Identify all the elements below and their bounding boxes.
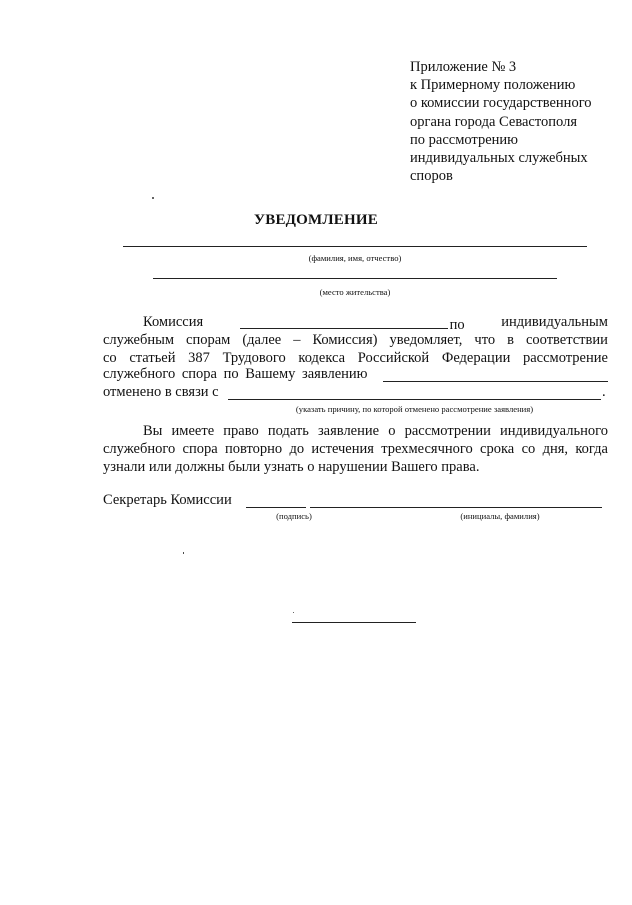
paragraph1-line2 — [103, 332, 608, 350]
paragraph2-line2 — [103, 441, 608, 459]
word: со — [103, 350, 117, 366]
word: статьей — [129, 350, 176, 366]
fio-field-line[interactable] — [123, 246, 587, 247]
word: рассмотрение — [523, 350, 608, 366]
annex-line: Приложение № 3 — [410, 59, 517, 75]
word: уведомляет, — [389, 332, 463, 348]
word: служебного — [103, 441, 176, 457]
signature-label: Секретарь Комиссии — [103, 492, 232, 508]
word: Комиссия — [143, 314, 204, 330]
word: право — [223, 423, 259, 439]
document-title: УВЕДОМЛЕНИЕ — [254, 212, 378, 228]
word: служебным — [103, 332, 175, 348]
word: (далее — [242, 332, 282, 348]
paragraph2-line3: узнали или должны были узнать о нарушении Вашего права. — [103, 459, 480, 475]
paragraph1-line1 — [103, 314, 608, 332]
word: Федерации — [441, 350, 511, 366]
word: со — [521, 441, 536, 457]
word: когда — [575, 441, 608, 457]
initials-field-line[interactable] — [310, 507, 602, 508]
word: Российской — [357, 350, 430, 366]
word: о — [388, 423, 396, 439]
paragraph1-line4: служебного спора по Вашему заявлению — [103, 366, 368, 382]
residence-caption: (место жительства) — [319, 287, 391, 297]
closing-rule — [292, 622, 416, 623]
word: спорам — [186, 332, 231, 348]
residence-field-line[interactable] — [153, 278, 557, 279]
reason-field-line[interactable] — [228, 399, 601, 400]
word: что — [474, 332, 496, 348]
annex-line: органа города Севастополя — [410, 113, 577, 130]
sentence-period: . — [602, 384, 606, 400]
word: кодекса — [298, 350, 346, 366]
word: срока — [480, 441, 515, 457]
word: истечения — [311, 441, 374, 457]
signature-caption: (подпись) — [276, 511, 312, 521]
word: подать — [267, 423, 309, 439]
initials-caption: (инициалы, фамилия) — [460, 511, 540, 521]
word: 387 — [188, 350, 210, 366]
word: повторно — [224, 441, 283, 457]
annex-line: к Примерному положению — [410, 77, 576, 94]
word: индивидуальным — [501, 314, 608, 330]
signature-field-line[interactable] — [246, 507, 306, 508]
reason-caption: (указать причину, по которой отменено рассмотрение заявления) — [295, 404, 534, 414]
word: рассмотрении — [404, 423, 491, 439]
word: индивидуального — [499, 423, 608, 439]
word: соответствии — [525, 332, 608, 348]
annex-line: о комиссии государственного — [410, 95, 592, 112]
annex-line: по рассмотрению — [410, 131, 518, 148]
word: в — [507, 332, 514, 348]
word: Комиссия) — [312, 332, 378, 348]
annex-line: споров — [410, 168, 453, 185]
word: – — [293, 332, 301, 348]
word: Трудового — [222, 350, 286, 366]
annex-line: индивидуальных служебных — [410, 150, 588, 167]
scan-speck — [152, 197, 154, 199]
fio-caption: (фамилия, имя, отчество) — [308, 253, 402, 263]
word: Вы — [143, 423, 163, 439]
word: дня, — [542, 441, 568, 457]
word: имеете — [171, 423, 215, 439]
word: до — [289, 441, 305, 457]
commission-name-field[interactable] — [240, 314, 448, 329]
word: заявление — [317, 423, 380, 439]
paragraph2-line1 — [103, 423, 608, 441]
scan-speck — [293, 612, 294, 613]
paragraph1-line5: отменено в связи с — [103, 384, 219, 400]
scan-speck — [183, 552, 184, 554]
word: трехмесячного — [381, 441, 473, 457]
annex-header — [410, 58, 592, 185]
word: по — [449, 317, 465, 333]
application-field-line[interactable] — [383, 381, 608, 382]
word: спора — [182, 441, 218, 457]
